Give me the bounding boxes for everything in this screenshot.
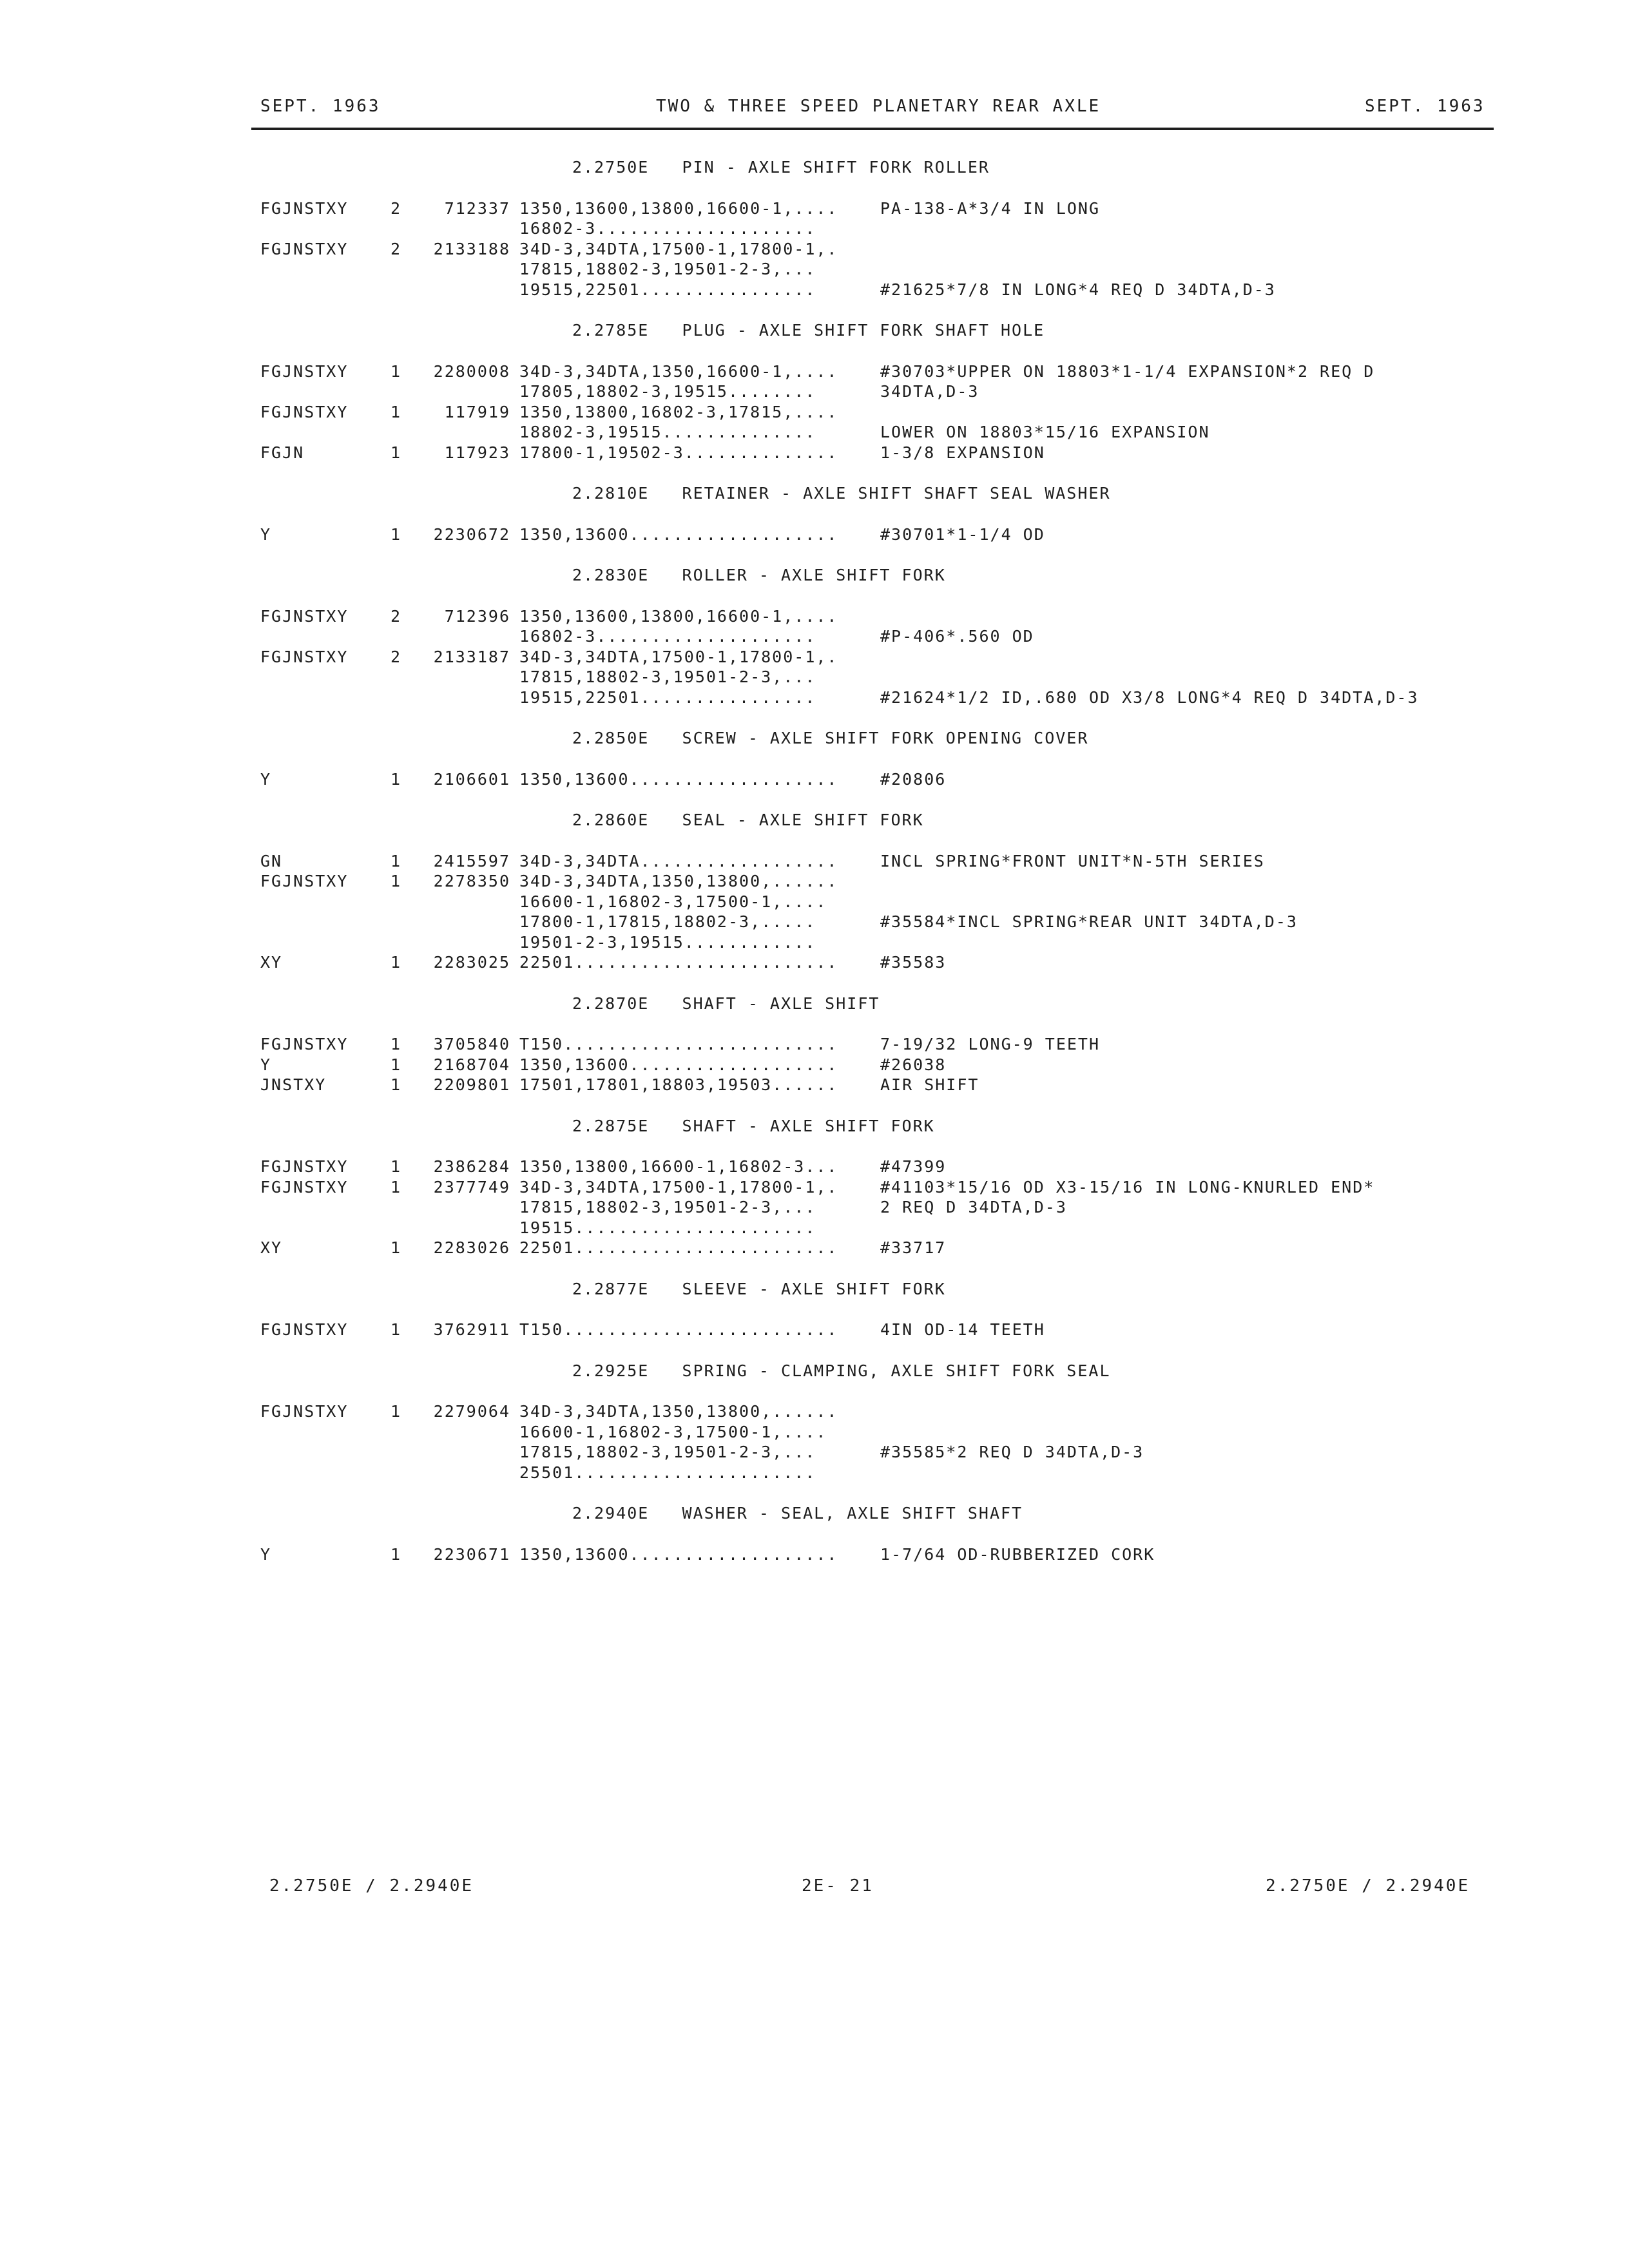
part-entry	[260, 1320, 1504, 1340]
part-entry-line	[260, 1197, 1504, 1218]
part-entry-line	[260, 952, 1504, 973]
model-codes: XY	[260, 1238, 283, 1257]
part-entry-line	[260, 1218, 1504, 1238]
part-number: 2283025	[433, 953, 510, 972]
model-codes: FGJNSTXY	[260, 647, 349, 666]
quantity: 1	[390, 402, 402, 421]
part-entry-line	[260, 1238, 1504, 1258]
quantity: 1	[390, 1544, 402, 1564]
section-title: 2.2877E SLEEVE - AXLE SHIFT FORK	[572, 1279, 946, 1298]
part-number: 2230671	[433, 1544, 510, 1564]
application-models: T150.........................	[519, 1035, 838, 1053]
quantity: 1	[390, 1238, 402, 1257]
remarks: #30701*1-1/4 OD	[880, 524, 1045, 544]
part-entry	[260, 1034, 1504, 1055]
section-title: 2.2860E SEAL - AXLE SHIFT FORK	[572, 811, 924, 829]
spacer	[260, 341, 1504, 361]
catalog-section	[260, 157, 1504, 320]
part-entry-line	[260, 402, 1504, 423]
application-models: 17815,18802-3,19501-2-3,...	[519, 1443, 816, 1461]
spacer	[260, 1564, 1504, 1585]
part-number: 2415597	[433, 851, 510, 870]
part-number: 712337	[444, 198, 510, 218]
part-entry-line	[260, 198, 1504, 219]
section-title: 2.2810E RETAINER - AXLE SHIFT SHAFT SEAL WASHER	[572, 484, 1111, 503]
part-entry-line	[260, 218, 1504, 239]
section-title: 2.2785E PLUG - AXLE SHIFT FORK SHAFT HOLE	[572, 321, 1045, 340]
part-entry-line	[260, 1034, 1504, 1055]
part-entry-line	[260, 259, 1504, 280]
model-codes: FGJNSTXY	[260, 239, 349, 258]
part-entry	[260, 1177, 1504, 1238]
model-codes: FGJNSTXY	[260, 606, 349, 626]
spacer	[260, 1299, 1504, 1320]
quantity: 2	[390, 239, 402, 258]
model-codes: FGJNSTXY	[260, 402, 349, 421]
application-models: 17805,18802-3,19515........	[519, 382, 816, 401]
remarks: 1-3/8 EXPANSION	[880, 443, 1045, 462]
part-number: 2106601	[433, 769, 510, 789]
quantity: 1	[390, 1055, 402, 1074]
spacer	[260, 789, 1504, 810]
part-entry-line	[260, 932, 1504, 953]
part-number: 2230672	[433, 524, 510, 544]
part-entry-line	[260, 1422, 1504, 1443]
parts-list	[260, 157, 1504, 1585]
spacer	[260, 544, 1504, 565]
spacer	[260, 1095, 1504, 1116]
catalog-section	[260, 810, 1504, 994]
spacer	[260, 1014, 1504, 1034]
application-models: 16600-1,16802-3,17500-1,....	[519, 1422, 827, 1441]
quantity: 1	[390, 851, 402, 870]
section-title: 2.2830E ROLLER - AXLE SHIFT FORK	[572, 566, 946, 584]
part-entry-line	[260, 1463, 1504, 1483]
part-entry	[260, 1075, 1504, 1095]
catalog-section	[260, 483, 1504, 565]
remarks: #20806	[880, 769, 947, 789]
quantity: 1	[390, 769, 402, 789]
part-number: 712396	[444, 606, 510, 626]
part-entry	[260, 606, 1504, 647]
application-models: 1350,13800,16600-1,16802-3...	[519, 1157, 838, 1176]
application-models: 17800-1,19502-3..............	[519, 443, 838, 462]
application-models: 22501........................	[519, 1238, 838, 1257]
part-entry	[260, 1544, 1504, 1565]
part-entry	[260, 443, 1504, 463]
part-entry-line	[260, 871, 1504, 892]
catalog-section	[260, 994, 1504, 1116]
remarks: #35585*2 REQ D 34DTA,D-3	[880, 1443, 1144, 1461]
model-codes: Y	[260, 1055, 272, 1074]
application-models: 1350,13600,13800,16600-1,....	[519, 606, 838, 626]
catalog-section	[260, 1361, 1504, 1504]
quantity: 2	[390, 606, 402, 626]
application-models: 19515,22501................	[519, 280, 816, 299]
part-entry	[260, 1238, 1504, 1258]
application-models: 1350,13600...................	[519, 1055, 838, 1074]
part-entry-line	[260, 647, 1504, 668]
catalog-section	[260, 1279, 1504, 1361]
quantity: 1	[390, 953, 402, 972]
part-entry	[260, 198, 1504, 239]
spacer	[260, 1381, 1504, 1401]
application-models: 16600-1,16802-3,17500-1,....	[519, 892, 827, 911]
remarks: 4IN OD-14 TEETH	[880, 1320, 1045, 1339]
footer-page-number: 2E- 21	[802, 1876, 874, 1896]
part-entry-line	[260, 381, 1504, 402]
part-entry-line	[260, 443, 1504, 463]
part-entry-line	[260, 606, 1504, 627]
model-codes: FGJNSTXY	[260, 1177, 349, 1196]
model-codes: FGJNSTXY	[260, 1035, 349, 1053]
part-entry	[260, 524, 1504, 545]
spacer	[260, 586, 1504, 606]
catalog-section	[260, 565, 1504, 728]
spacer	[260, 1136, 1504, 1157]
spacer	[260, 300, 1504, 320]
model-codes: FGJNSTXY	[260, 198, 349, 218]
quantity: 1	[390, 1157, 402, 1176]
spacer	[260, 831, 1504, 851]
quantity: 2	[390, 647, 402, 666]
header-rule	[251, 128, 1494, 130]
quantity: 1	[390, 1402, 402, 1421]
part-entry	[260, 871, 1504, 952]
remarks: LOWER ON 18803*15/16 EXPANSION	[880, 423, 1210, 441]
spacer	[260, 707, 1504, 728]
model-codes: FGJNSTXY	[260, 1402, 349, 1421]
remarks: #30703*UPPER ON 18803*1-1/4 EXPANSION*2 REQ D	[880, 361, 1375, 381]
quantity: 1	[390, 443, 402, 462]
model-codes: FGJNSTXY	[260, 361, 349, 381]
part-entry-line	[260, 422, 1504, 443]
remarks: 1-7/64 OD-RUBBERIZED CORK	[880, 1544, 1155, 1564]
remarks: PA-138-A*3/4 IN LONG	[880, 198, 1101, 218]
part-entry-line	[260, 892, 1504, 912]
footer-range-left: 2.2750E / 2.2940E	[269, 1876, 474, 1896]
part-entry-line	[260, 687, 1504, 708]
remarks: #P-406*.560 OD	[880, 627, 1034, 646]
application-models: 1350,13600...................	[519, 1544, 838, 1564]
part-entry-line	[260, 1320, 1504, 1340]
remarks: #26038	[880, 1055, 947, 1074]
remarks: #47399	[880, 1157, 947, 1176]
part-entry	[260, 851, 1504, 872]
model-codes: Y	[260, 524, 272, 544]
remarks: INCL SPRING*FRONT UNIT*N-5TH SERIES	[880, 851, 1265, 870]
application-models: 1350,13600...................	[519, 524, 838, 544]
section-title: 2.2940E WASHER - SEAL, AXLE SHIFT SHAFT	[572, 1504, 1023, 1523]
part-entry-line	[260, 280, 1504, 300]
part-entry	[260, 239, 1504, 300]
application-models: 17815,18802-3,19501-2-3,...	[519, 1198, 816, 1216]
section-title: 2.2875E SHAFT - AXLE SHIFT FORK	[572, 1116, 935, 1135]
part-number: 117919	[444, 402, 510, 421]
header-date-left: SEPT. 1963	[260, 97, 381, 116]
section-title: 2.2925E SPRING - CLAMPING, AXLE SHIFT FORK SEAL	[572, 1361, 1111, 1380]
application-models: 17501,17801,18803,19503......	[519, 1075, 838, 1094]
application-models: 1350,13600,13800,16600-1,....	[519, 198, 838, 218]
part-number: 3762911	[433, 1320, 510, 1339]
section-title: 2.2750E PIN - AXLE SHIFT FORK ROLLER	[572, 158, 990, 177]
quantity: 2	[390, 198, 402, 218]
application-models: 1350,13600...................	[519, 769, 838, 789]
remarks: #21625*7/8 IN LONG*4 REQ D 34DTA,D-3	[880, 280, 1276, 299]
model-codes: JNSTXY	[260, 1075, 327, 1094]
quantity: 1	[390, 1320, 402, 1339]
catalog-section	[260, 320, 1504, 483]
part-entry	[260, 1401, 1504, 1483]
model-codes: FGJNSTXY	[260, 1320, 349, 1339]
part-entry	[260, 1157, 1504, 1177]
part-entry-line	[260, 1401, 1504, 1422]
header-date-right: SEPT. 1963	[1365, 97, 1485, 116]
part-number: 3705840	[433, 1035, 510, 1053]
application-models: 22501........................	[519, 953, 838, 972]
application-models: 16802-3....................	[519, 219, 816, 238]
remarks: AIR SHIFT	[880, 1075, 979, 1094]
remarks: 7-19/32 LONG-9 TEETH	[880, 1035, 1101, 1053]
application-models: 1350,13800,16802-3,17815,....	[519, 402, 838, 421]
spacer	[260, 1340, 1504, 1361]
part-number: 2133188	[433, 239, 510, 258]
model-codes: FGJN	[260, 443, 305, 462]
application-models: 34D-3,34DTA,1350,13800,......	[519, 872, 838, 890]
catalog-section	[260, 1116, 1504, 1279]
remarks: #41103*15/16 OD X3-15/16 IN LONG-KNURLED END*	[880, 1177, 1375, 1196]
application-models: 34D-3,34DTA,1350,13800,......	[519, 1402, 838, 1421]
application-models: 19515......................	[519, 1218, 816, 1237]
application-models: 34D-3,34DTA,17500-1,17800-1,.	[519, 1177, 838, 1196]
application-models: 34D-3,34DTA,17500-1,17800-1,.	[519, 239, 838, 258]
model-codes: GN	[260, 851, 283, 870]
application-models: 25501......................	[519, 1463, 816, 1482]
part-entry-line	[260, 626, 1504, 647]
part-number: 2133187	[433, 647, 510, 666]
remarks: 34DTA,D-3	[880, 382, 979, 401]
part-number: 2386284	[433, 1157, 510, 1176]
application-models: 19515,22501................	[519, 687, 816, 707]
application-models: 16802-3....................	[519, 627, 816, 646]
remarks: 2 REQ D 34DTA,D-3	[880, 1198, 1067, 1216]
catalog-section	[260, 1503, 1504, 1585]
application-models: 34D-3,34DTA,17500-1,17800-1,.	[519, 647, 838, 666]
application-models: T150.........................	[519, 1320, 838, 1339]
part-entry	[260, 1055, 1504, 1075]
section-title: 2.2850E SCREW - AXLE SHIFT FORK OPENING COVER	[572, 729, 1089, 747]
footer-range-right: 2.2750E / 2.2940E	[1266, 1876, 1470, 1896]
model-codes: Y	[260, 769, 272, 789]
quantity: 1	[390, 361, 402, 381]
part-entry-line	[260, 1442, 1504, 1463]
model-codes: XY	[260, 953, 283, 972]
spacer	[260, 749, 1504, 769]
part-entry-line	[260, 667, 1504, 687]
part-number: 2279064	[433, 1402, 510, 1421]
section-title: 2.2870E SHAFT - AXLE SHIFT	[572, 994, 880, 1013]
spacer	[260, 973, 1504, 994]
part-entry-line	[260, 1544, 1504, 1565]
model-codes: FGJNSTXY	[260, 1157, 349, 1176]
part-number: 2283026	[433, 1238, 510, 1257]
part-entry-line	[260, 524, 1504, 545]
part-entry-line	[260, 239, 1504, 260]
catalog-section	[260, 728, 1504, 810]
part-entry-line	[260, 1157, 1504, 1177]
spacer	[260, 1524, 1504, 1544]
remarks: #33717	[880, 1238, 947, 1257]
application-models: 17815,18802-3,19501-2-3,...	[519, 260, 816, 278]
part-entry-line	[260, 769, 1504, 790]
remarks: #35584*INCL SPRING*REAR UNIT 34DTA,D-3	[880, 912, 1298, 931]
quantity: 1	[390, 1035, 402, 1053]
application-models: 19501-2-3,19515............	[519, 932, 816, 952]
quantity: 1	[390, 1177, 402, 1196]
quantity: 1	[390, 872, 402, 890]
part-entry	[260, 952, 1504, 973]
part-entry	[260, 769, 1504, 790]
part-number: 2168704	[433, 1055, 510, 1074]
part-number: 2377749	[433, 1177, 510, 1196]
part-entry-line	[260, 361, 1504, 382]
part-entry	[260, 361, 1504, 402]
quantity: 1	[390, 1075, 402, 1094]
part-entry-line	[260, 1055, 1504, 1075]
application-models: 34D-3,34DTA,1350,16600-1,....	[519, 361, 838, 381]
application-models: 18802-3,19515..............	[519, 423, 816, 441]
remarks: #21624*1/2 ID,.680 OD X3/8 LONG*4 REQ D 34DTA,D-3	[880, 687, 1419, 707]
quantity: 1	[390, 524, 402, 544]
application-models: 17815,18802-3,19501-2-3,...	[519, 668, 816, 686]
part-number: 2280008	[433, 361, 510, 381]
application-models: 34D-3,34DTA..................	[519, 851, 838, 870]
model-codes: Y	[260, 1544, 272, 1564]
part-entry-line	[260, 1177, 1504, 1198]
spacer	[260, 1483, 1504, 1503]
header-title: TWO & THREE SPEED PLANETARY REAR AXLE	[656, 97, 1101, 116]
application-models: 17800-1,17815,18802-3,.....	[519, 912, 816, 931]
part-entry-line	[260, 851, 1504, 872]
part-entry-line	[260, 912, 1504, 932]
part-number: 117923	[444, 443, 510, 462]
spacer	[260, 504, 1504, 524]
part-number: 2209801	[433, 1075, 510, 1094]
part-entry	[260, 647, 1504, 708]
part-entry	[260, 402, 1504, 443]
spacer	[260, 178, 1504, 198]
spacer	[260, 1258, 1504, 1279]
spacer	[260, 463, 1504, 483]
remarks: #35583	[880, 953, 947, 972]
part-entry-line	[260, 1075, 1504, 1095]
part-number: 2278350	[433, 872, 510, 890]
model-codes: FGJNSTXY	[260, 872, 349, 890]
